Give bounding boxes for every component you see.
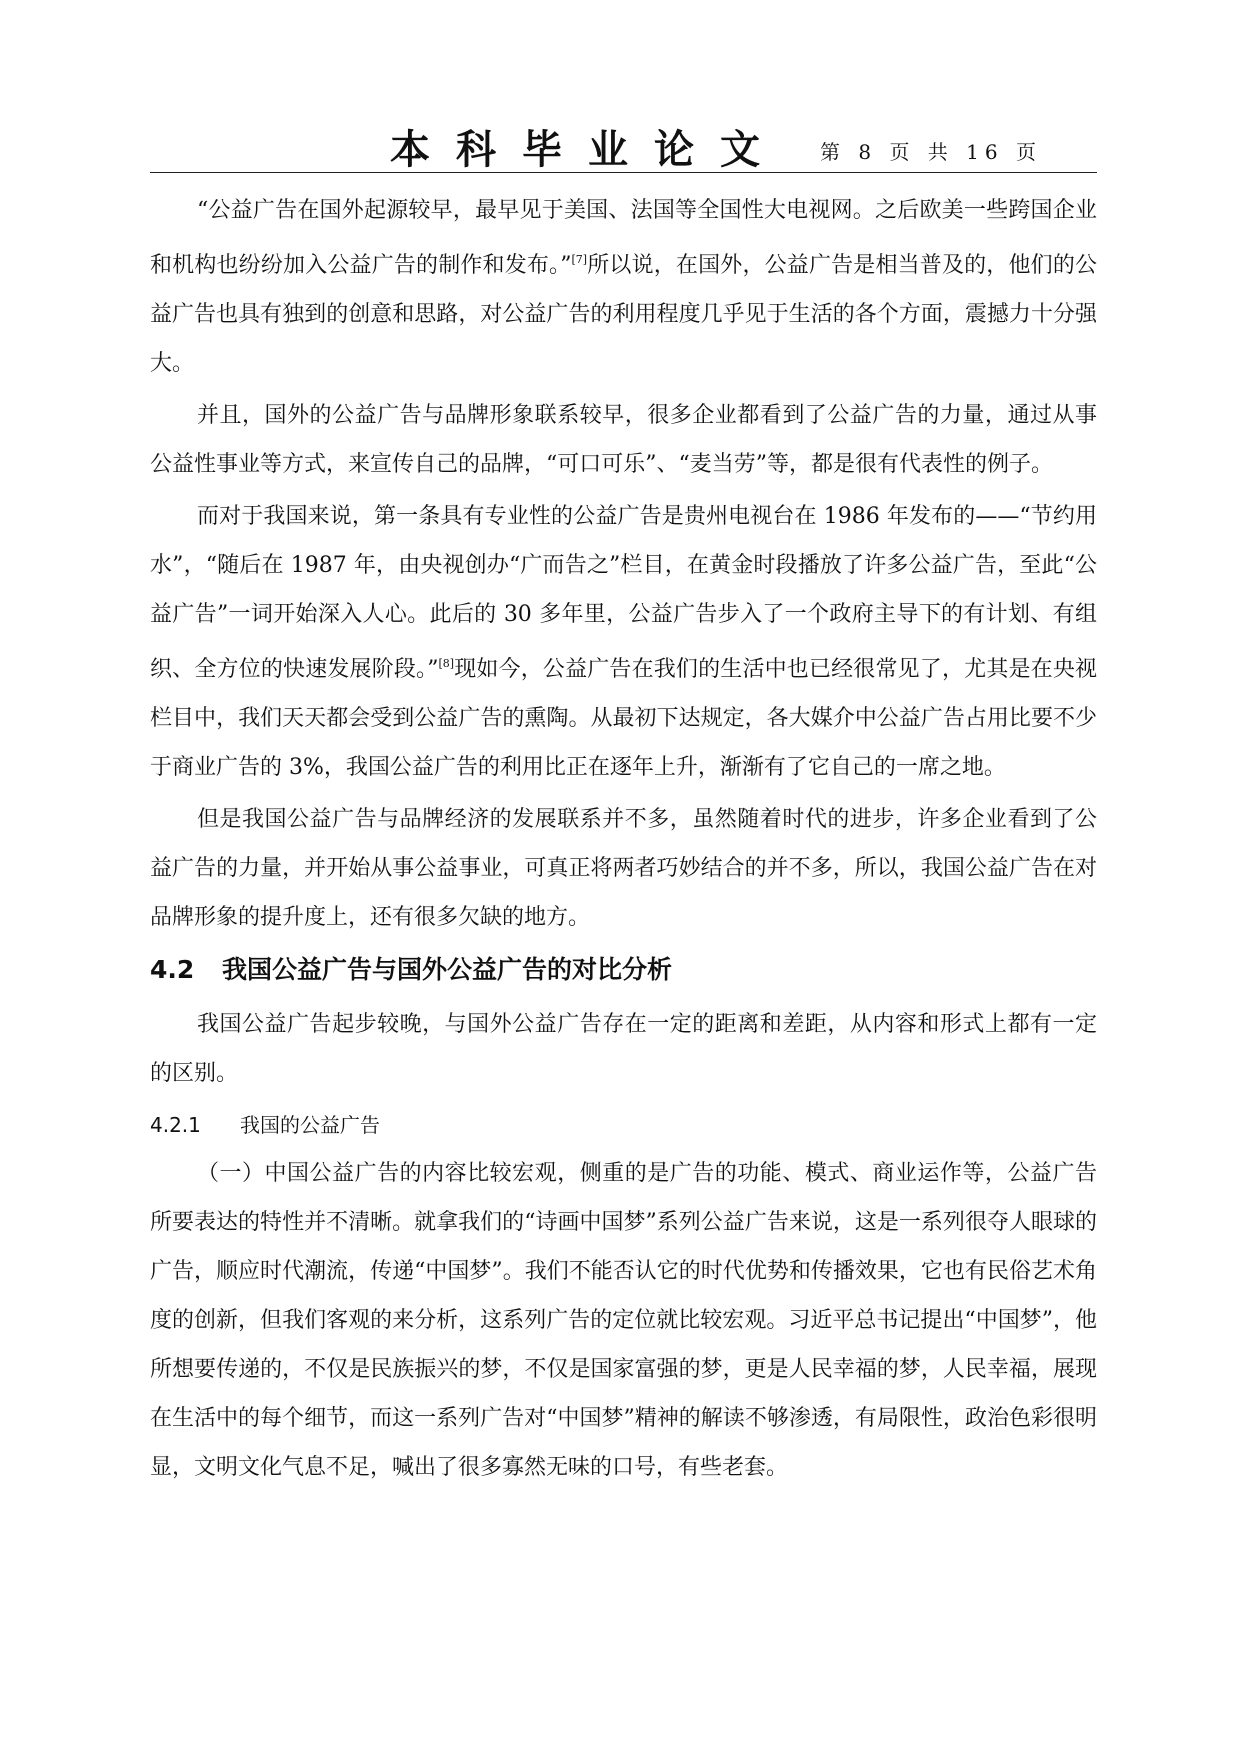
subsection-title: 我国的公益广告: [240, 1113, 380, 1137]
paragraph-text: 而对于我国来说，第一条具有专业性的公益广告是贵州电视台在 1986 年发布的——“节约用水”，“随后在 1987 年，由央视创办“广而告之”栏目，在黄金时段播放了许多公益广告，至此“公益广告”一词开始深入人心。此后的 30 多年里，公益广告步入了一个政府主导下的有计划、有组织、全方位的快速发展阶段。”: [150, 504, 1097, 682]
paragraph-text: 所以说，在国外，公益广告是相当普及的，他们的公益广告也具有独到的创意和思路，对公益广告的利用程度几乎见于生活的各个方面，震撼力十分强大。: [150, 253, 1097, 376]
page-number: 第 8 页 共 16 页: [820, 140, 1042, 164]
page-header: [150, 118, 1097, 173]
citation-marker: [7]: [571, 253, 588, 266]
document-title: 本科毕业论文: [390, 126, 786, 173]
section-title: 我国公益广告与国外公益广告的对比分析: [222, 955, 673, 984]
subsection-number: 4.2.1: [150, 1113, 201, 1137]
paragraph-foreign-origin: [150, 186, 1097, 388]
citation-marker: [8]: [438, 657, 455, 670]
section-number: 4.2: [150, 955, 195, 984]
paragraph-section-intro: 我国公益广告起步较晚，与国外公益广告存在一定的距离和差距，从内容和形式上都有一定的区别。: [150, 1012, 1097, 1086]
paragraph-brand-link: 并且，国外的公益广告与品牌形象联系较早，很多企业都看到了公益广告的力量，通过从事公益性事业等方式，来宣传自己的品牌，“可口可乐”、“麦当劳”等，都是很有代表性的例子。: [150, 403, 1097, 477]
paragraph-china-dream: （一）中国公益广告的内容比较宏观，侧重的是广告的功能、模式、商业运作等，公益广告所要表达的特性并不清晰。就拿我们的“诗画中国梦”系列公益广告来说，这是一系列很夺人眼球的广告，顺应时代潮流，传递“中国梦”。我们不能否认它的时代优势和传播效果，它也有民俗艺术角度的创新，但我们客观的来分析，这系列广告的定位就比较宏观。习近平总书记提出“中国梦”，他所想要传递的，不仅是民族振兴的梦，不仅是国家富强的梦，更是人民幸福的梦，人民幸福，展现在生活中的每个细节，而这一系列广告对“中国梦”精神的解读不够渗透，有局限性，政治色彩很明显，文明文化气息不足，喊出了很多寡然无味的口号，有些老套。: [150, 1161, 1097, 1480]
paragraph-china-shortcoming: 但是我国公益广告与品牌经济的发展联系并不多，虽然随着时代的进步，许多企业看到了公益广告的力量，并开始从事公益事业，可真正将两者巧妙结合的并不多，所以，我国公益广告在对品牌形象的提升度上，还有很多欠缺的地方。: [150, 807, 1097, 930]
document-body: [150, 186, 1097, 1495]
section-heading: [150, 946, 1097, 994]
paragraph-text: “公益广告在国外起源较早，最早见于美国、法国等全国性大电视网。之后欧美一些跨国企业和机构也纷纷加入公益广告的制作和发布。”: [150, 198, 1097, 278]
subsection-heading: [150, 1101, 1097, 1149]
paragraph-china-history: [150, 492, 1097, 792]
paragraph-text: 现如今，公益广告在我们的生活中也已经很常见了，尤其是在央视栏目中，我们天天都会受到公益广告的熏陶。从最初下达规定，各大媒介中公益广告占用比要不少于商业广告的 3%，我国公益广告的利用比正在逐年上升，渐渐有了它自己的一席之地。: [150, 657, 1097, 780]
